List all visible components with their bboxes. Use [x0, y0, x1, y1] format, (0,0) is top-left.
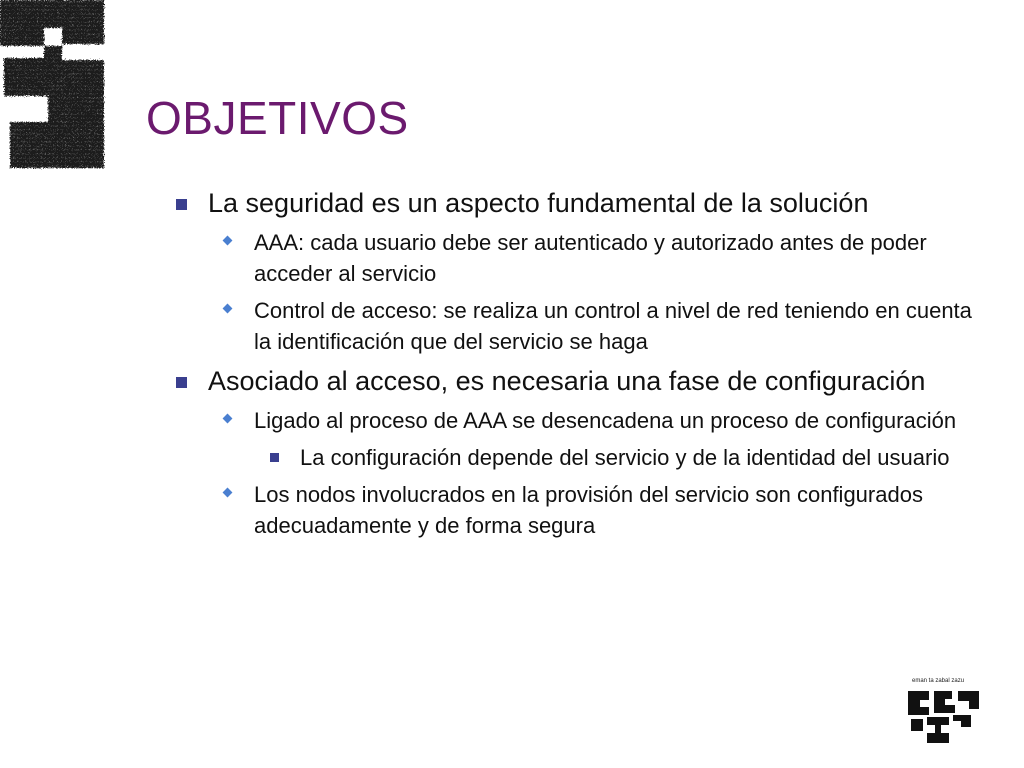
square-bullet-icon	[270, 453, 279, 462]
bullet-item	[176, 363, 986, 399]
diamond-bullet-icon	[223, 304, 233, 314]
sub-bullet-item	[222, 405, 986, 436]
university-emblem-icon	[905, 687, 983, 745]
diamond-bullet-icon	[223, 488, 233, 498]
university-emblem	[905, 678, 983, 748]
diamond-bullet-icon	[223, 414, 233, 424]
sub-bullet-text: AAA: cada usuario debe ser autenticado y autorizado antes de poder acceder al servicio	[254, 230, 927, 286]
bullet-text: La seguridad es un aspecto fundamental de la solución	[208, 188, 869, 218]
sub-bullet-text: Ligado al proceso de AAA se desencadena un proceso de configuración	[254, 408, 957, 433]
sub-bullet-text: Control de acceso: se realiza un control a nivel de red teniendo en cuenta la identificación que del servicio se haga	[254, 298, 972, 354]
bullet-text: Asociado al acceso, es necesaria una fase de configuración	[208, 366, 926, 396]
bullet-item	[176, 185, 986, 221]
diamond-bullet-icon	[223, 236, 233, 246]
square-bullet-icon	[176, 199, 187, 210]
sub-bullet-text: Los nodos involucrados en la provisión del servicio son configurados adecuadamente y de forma segura	[254, 482, 923, 538]
university-brush-logo-icon	[0, 0, 112, 180]
square-bullet-icon	[176, 377, 187, 388]
slide-title: OBJETIVOS	[146, 92, 409, 144]
sub-bullet-item	[222, 295, 986, 357]
logo-motto: eman ta zabal zazu	[912, 678, 965, 684]
bullet-list	[176, 185, 986, 541]
sub-sub-bullet-text: La configuración depende del servicio y de la identidad del usuario	[300, 445, 950, 470]
sub-bullet-item	[222, 479, 986, 541]
sub-sub-bullet-item	[268, 442, 960, 473]
sub-bullet-item	[222, 227, 986, 289]
